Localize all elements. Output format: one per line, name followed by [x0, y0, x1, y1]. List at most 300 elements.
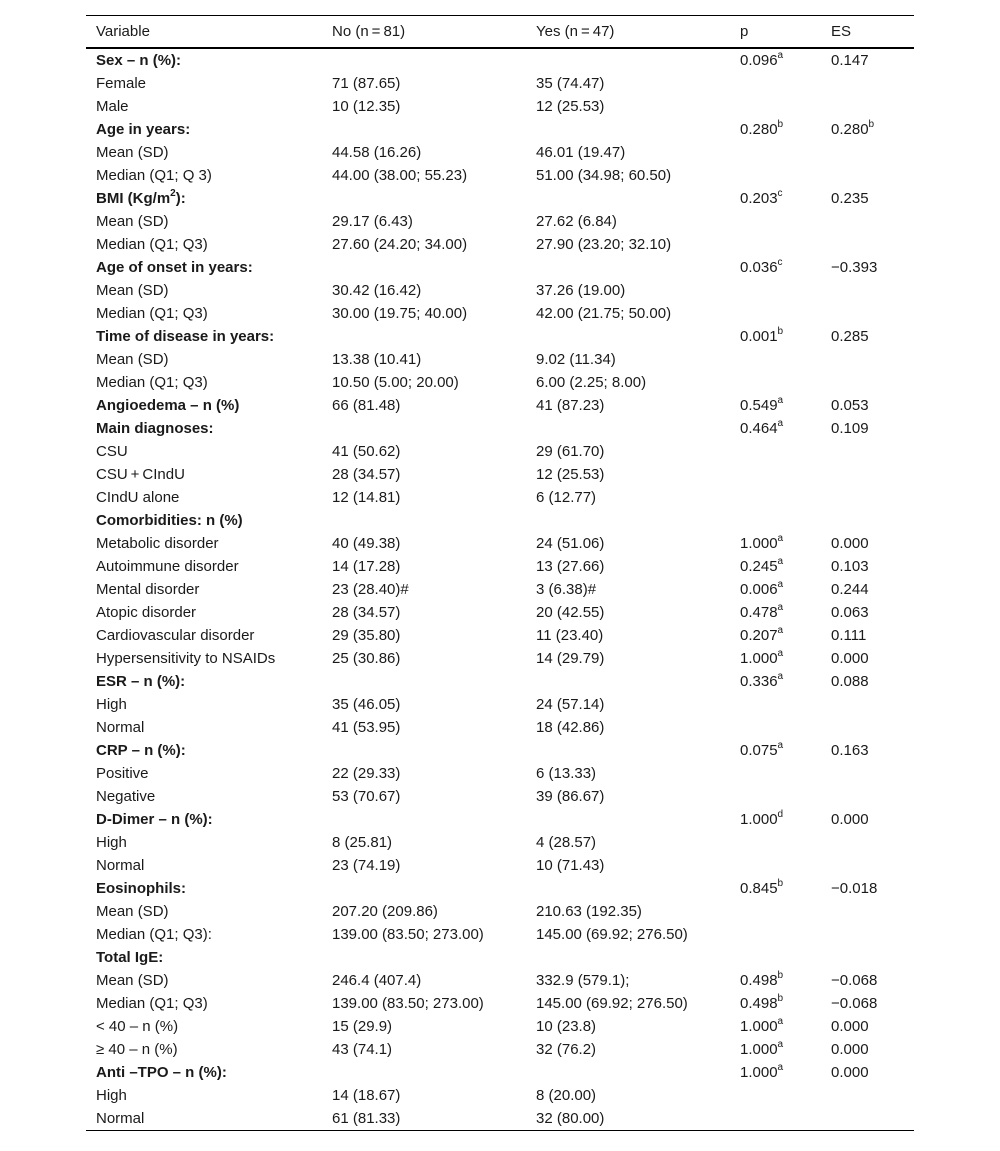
section-row [86, 670, 914, 693]
p-value-text: 0.498 [740, 994, 778, 1012]
no-group-value: 15 (29.9) [332, 1017, 393, 1035]
effect-size [821, 532, 914, 555]
p-value [730, 785, 821, 808]
table-row [86, 233, 914, 256]
p-value [730, 555, 821, 578]
yes-group-value [526, 187, 730, 210]
p-value-footnote-mark: b [777, 969, 784, 981]
no-group-value [322, 509, 526, 532]
section-row [86, 417, 914, 440]
variable-label [86, 969, 322, 992]
effect-size-text: −0.018 [831, 879, 878, 897]
p-value [730, 693, 821, 716]
p-value [730, 187, 821, 210]
variable-label [86, 624, 322, 647]
p-value-footnote-mark: a [777, 394, 784, 406]
label-text: Main diagnoses: [96, 419, 214, 437]
variable-label [86, 716, 322, 739]
effect-size [821, 325, 914, 348]
table-row [86, 486, 914, 509]
variable-label [86, 72, 322, 95]
variable-label [86, 279, 322, 302]
variable-label [86, 486, 322, 509]
section-label [86, 509, 322, 532]
section-row [86, 1061, 914, 1084]
p-value-text: 1.000 [740, 1017, 778, 1035]
p-value [730, 164, 821, 187]
variable-label [86, 95, 322, 118]
effect-size [821, 578, 914, 601]
p-value-text: 1.000 [740, 649, 778, 667]
yes-group-value: 41 (87.23) [536, 396, 605, 414]
yes-group-value: 46.01 (19.47) [536, 143, 626, 161]
section-row [86, 394, 914, 417]
yes-group-value: 10 (71.43) [536, 856, 605, 874]
effect-size [821, 279, 914, 302]
yes-group-value [526, 670, 730, 693]
p-value-text: 0.096 [740, 51, 778, 69]
effect-size [821, 302, 914, 325]
label-text: < 40 – n (%) [96, 1017, 179, 1035]
effect-size [821, 923, 914, 946]
effect-size [821, 555, 914, 578]
p-value [730, 1107, 821, 1131]
p-value-footnote-mark: a [777, 647, 784, 659]
label-text: CIndU alone [96, 488, 180, 506]
section-row [86, 877, 914, 900]
variable-label [86, 210, 322, 233]
p-value [730, 509, 821, 532]
no-group-value [322, 670, 526, 693]
table-row [86, 302, 914, 325]
p-value-footnote-mark: a [777, 624, 784, 636]
p-value [730, 601, 821, 624]
yes-group-value: 42.00 (21.75; 50.00) [536, 304, 672, 322]
variable-label [86, 785, 322, 808]
yes-group-value: 35 (74.47) [536, 74, 605, 92]
table-row [86, 785, 914, 808]
effect-size [821, 187, 914, 210]
yes-group-value: 27.90 (23.20; 32.10) [536, 235, 672, 253]
label-text: Angioedema – n (%) [96, 396, 240, 414]
yes-group-value: 145.00 (69.92; 276.50) [536, 925, 688, 943]
table-row [86, 210, 914, 233]
p-value-footnote-mark: a [777, 532, 784, 544]
p-value [730, 854, 821, 877]
yes-group-value: 14 (29.79) [536, 649, 605, 667]
p-value [730, 624, 821, 647]
yes-group-value: 51.00 (34.98; 60.50) [536, 166, 672, 184]
table-row [86, 348, 914, 371]
p-value [730, 348, 821, 371]
p-value [730, 486, 821, 509]
effect-size [821, 716, 914, 739]
effect-size [821, 900, 914, 923]
yes-group-value: 332.9 (579.1); [536, 971, 630, 989]
yes-group-value: 10 (23.8) [536, 1017, 597, 1035]
table-row [86, 532, 914, 555]
effect-size-text: 0.000 [831, 1063, 869, 1081]
label-text: Median (Q1; Q3) [96, 994, 208, 1012]
effect-size-text: 0.053 [831, 396, 869, 414]
effect-size [821, 877, 914, 900]
yes-group-value [526, 509, 730, 532]
yes-group-value: 9.02 (11.34) [536, 350, 616, 368]
p-value [730, 670, 821, 693]
label-text: CSU [96, 442, 128, 460]
no-group-value [322, 946, 526, 969]
label-text: Mean (SD) [96, 350, 169, 368]
section-label [86, 187, 322, 210]
p-value [730, 739, 821, 762]
effect-size-text: −0.068 [831, 994, 878, 1012]
section-row [86, 325, 914, 348]
no-group-value: 23 (74.19) [332, 856, 401, 874]
table-row [86, 95, 914, 118]
no-group-value: 10 (12.35) [332, 97, 401, 115]
label-text: Normal [96, 856, 145, 874]
p-value-text: 0.006 [740, 580, 778, 598]
table-header [86, 16, 914, 48]
section-label [86, 1061, 322, 1084]
no-group-value: 8 (25.81) [332, 833, 393, 851]
label-text: Comorbidities: n (%) [96, 511, 243, 529]
yes-group-value [526, 946, 730, 969]
yes-group-value [526, 325, 730, 348]
p-value [730, 578, 821, 601]
p-value [730, 992, 821, 1015]
p-value [730, 923, 821, 946]
effect-size [821, 693, 914, 716]
no-group-value: 29 (35.80) [332, 626, 401, 644]
variable-label [86, 164, 322, 187]
label-text: D-Dimer – n (%): [96, 810, 213, 828]
label-text: Mean (SD) [96, 281, 169, 299]
effect-size-text: 0.280 [831, 120, 869, 138]
yes-group-value [526, 808, 730, 831]
variable-label [86, 900, 322, 923]
no-group-value: 66 (81.48) [332, 396, 401, 414]
table-row [86, 279, 914, 302]
label-text: Sex – n (%): [96, 51, 182, 69]
effect-size-text: 0.000 [831, 534, 869, 552]
effect-size-text: 0.000 [831, 1040, 869, 1058]
label-text: Median (Q1; Q3): [96, 925, 212, 943]
effect-size [821, 72, 914, 95]
label-text: High [96, 695, 127, 713]
variable-label [86, 1107, 322, 1131]
label-text: Total IgE: [96, 948, 164, 966]
no-group-value: 44.58 (16.26) [332, 143, 422, 161]
label-text: Hypersensitivity to NSAIDs [96, 649, 276, 667]
no-group-value: 71 (87.65) [332, 74, 401, 92]
yes-group-value: 6.00 (2.25; 8.00) [536, 373, 647, 391]
header-p-value: p [730, 16, 821, 48]
section-label [86, 808, 322, 831]
table-row [86, 923, 914, 946]
table-row [86, 578, 914, 601]
table-row [86, 624, 914, 647]
p-value [730, 210, 821, 233]
section-label [86, 256, 322, 279]
yes-group-value [526, 256, 730, 279]
yes-group-value [526, 877, 730, 900]
effect-size [821, 1015, 914, 1038]
p-value-footnote-mark: b [777, 992, 784, 1004]
table-body [86, 48, 914, 1131]
yes-group-value: 210.63 (192.35) [536, 902, 642, 920]
effect-size [821, 854, 914, 877]
yes-group-value: 27.62 (6.84) [536, 212, 617, 230]
table-row [86, 440, 914, 463]
no-group-value: 28 (34.57) [332, 465, 401, 483]
yes-group-value: 32 (76.2) [536, 1040, 597, 1058]
p-value [730, 72, 821, 95]
table-row [86, 969, 914, 992]
variable-label [86, 923, 322, 946]
p-value [730, 48, 821, 72]
table-row [86, 371, 914, 394]
label-text: Age of onset in years: [96, 258, 253, 276]
table-row [86, 693, 914, 716]
yes-group-value: 29 (61.70) [536, 442, 605, 460]
label-text: Negative [96, 787, 156, 805]
effect-size [821, 969, 914, 992]
effect-size [821, 440, 914, 463]
effect-size-text: 0.147 [831, 51, 869, 69]
header-variable: Variable [86, 16, 322, 48]
effect-size-text: 0.000 [831, 810, 869, 828]
p-value [730, 716, 821, 739]
p-value [730, 256, 821, 279]
no-group-value: 29.17 (6.43) [332, 212, 413, 230]
effect-size [821, 348, 914, 371]
table-row [86, 1015, 914, 1038]
yes-group-value: 6 (13.33) [536, 764, 597, 782]
no-group-value: 28 (34.57) [332, 603, 401, 621]
yes-group-value [526, 739, 730, 762]
section-label [86, 739, 322, 762]
p-value-footnote-mark: b [777, 325, 784, 337]
label-text: ESR – n (%): [96, 672, 186, 690]
label-text: High [96, 833, 127, 851]
comparison-table [86, 15, 914, 1131]
no-group-value: 23 (28.40)# [332, 580, 409, 598]
section-row [86, 48, 914, 72]
label-text: Mean (SD) [96, 902, 169, 920]
effect-size-text: 0.103 [831, 557, 869, 575]
no-group-value: 14 (17.28) [332, 557, 401, 575]
no-group-value: 41 (53.95) [332, 718, 401, 736]
label-text: Normal [96, 1109, 145, 1127]
effect-size [821, 118, 914, 141]
p-value [730, 969, 821, 992]
label-text: Positive [96, 764, 149, 782]
effect-size [821, 1084, 914, 1107]
table-row [86, 647, 914, 670]
effect-size-text: 0.000 [831, 649, 869, 667]
p-value [730, 417, 821, 440]
table-row [86, 1084, 914, 1107]
no-group-value: 27.60 (24.20; 34.00) [332, 235, 468, 253]
p-value [730, 647, 821, 670]
effect-size [821, 48, 914, 72]
label-text: Anti –TPO – n (%): [96, 1063, 227, 1081]
p-value [730, 302, 821, 325]
table-row [86, 900, 914, 923]
no-group-value: 246.4 (407.4) [332, 971, 422, 989]
effect-size [821, 1061, 914, 1084]
section-label [86, 118, 322, 141]
effect-size [821, 95, 914, 118]
no-group-value [322, 1061, 526, 1084]
effect-size-footnote-mark: b [868, 118, 875, 130]
p-value [730, 371, 821, 394]
p-value-text: 0.001 [740, 327, 778, 345]
label-text: Autoimmune disorder [96, 557, 239, 575]
table-row [86, 555, 914, 578]
no-group-value: 40 (49.38) [332, 534, 401, 552]
label-text: Mean (SD) [96, 212, 169, 230]
no-group-value: 22 (29.33) [332, 764, 401, 782]
yes-group-value: 8 (20.00) [536, 1086, 597, 1104]
effect-size [821, 601, 914, 624]
effect-size [821, 831, 914, 854]
yes-group-value [526, 1061, 730, 1084]
variable-label [86, 233, 322, 256]
variable-label [86, 647, 322, 670]
p-value-footnote-mark: a [777, 670, 784, 682]
label-text: Mental disorder [96, 580, 200, 598]
label-text: Atopic disorder [96, 603, 197, 621]
label-superscript: 2 [170, 187, 176, 199]
effect-size-text: 0.000 [831, 1017, 869, 1035]
p-value-text: 0.549 [740, 396, 778, 414]
yes-group-value [526, 118, 730, 141]
no-group-value [322, 739, 526, 762]
effect-size [821, 233, 914, 256]
effect-size [821, 762, 914, 785]
effect-size-text: 0.244 [831, 580, 869, 598]
yes-group-value [526, 48, 730, 72]
variable-label [86, 1084, 322, 1107]
p-value-text: 0.245 [740, 557, 778, 575]
no-group-value: 13.38 (10.41) [332, 350, 422, 368]
table-row [86, 716, 914, 739]
p-value-footnote-mark: b [777, 877, 784, 889]
p-value-footnote-mark: a [777, 1015, 784, 1027]
p-value [730, 1015, 821, 1038]
variable-label [86, 693, 322, 716]
label-text: BMI (Kg/m [96, 189, 171, 207]
no-group-value [322, 187, 526, 210]
p-value [730, 118, 821, 141]
table-row [86, 831, 914, 854]
label-text: Metabolic disorder [96, 534, 219, 552]
label-text: Time of disease in years: [96, 327, 275, 345]
p-value [730, 463, 821, 486]
p-value [730, 440, 821, 463]
effect-size [821, 785, 914, 808]
table-row [86, 164, 914, 187]
no-group-value: 30.42 (16.42) [332, 281, 422, 299]
p-value-footnote-mark: a [777, 739, 784, 751]
variable-label [86, 371, 322, 394]
p-value [730, 831, 821, 854]
section-row [86, 118, 914, 141]
no-group-value: 61 (81.33) [322, 1107, 526, 1131]
p-value-text: 0.478 [740, 603, 778, 621]
p-value-footnote-mark: d [777, 808, 784, 820]
table-row [86, 992, 914, 1015]
effect-size-text: 0.163 [831, 741, 869, 759]
section-label [86, 946, 322, 969]
no-group-value [322, 417, 526, 440]
p-value [730, 394, 821, 417]
no-group-value: 207.20 (209.86) [332, 902, 438, 920]
effect-size [821, 992, 914, 1015]
no-group-value: 10.50 (5.00; 20.00) [332, 373, 459, 391]
p-value [730, 279, 821, 302]
variable-label [86, 578, 322, 601]
yes-group-value [526, 417, 730, 440]
effect-size-text: −0.393 [831, 258, 878, 276]
table-row [86, 463, 914, 486]
label-text: Median (Q1; Q3) [96, 373, 208, 391]
section-row [86, 946, 914, 969]
p-value-text: 1.000 [740, 810, 778, 828]
effect-size [821, 164, 914, 187]
label-tail: ): [175, 189, 186, 207]
p-value-footnote-mark: a [777, 49, 784, 61]
effect-size-text: 0.111 [831, 626, 867, 644]
table-row [86, 762, 914, 785]
p-value-text: 1.000 [740, 1063, 778, 1081]
effect-size [821, 670, 914, 693]
effect-size-text: 0.088 [831, 672, 869, 690]
p-value [730, 532, 821, 555]
label-text: Median (Q1; Q 3) [96, 166, 212, 184]
label-text: High [96, 1086, 127, 1104]
p-value-footnote-mark: a [777, 555, 784, 567]
header-effect-size: ES [821, 16, 914, 48]
p-value-footnote-mark: a [777, 601, 784, 613]
effect-size [821, 647, 914, 670]
label-text: Age in years: [96, 120, 191, 138]
effect-size [821, 256, 914, 279]
section-label [86, 325, 322, 348]
p-value [730, 95, 821, 118]
no-group-value: 139.00 (83.50; 273.00) [332, 925, 484, 943]
no-group-value [322, 256, 526, 279]
header-row [86, 16, 914, 48]
variable-label [86, 348, 322, 371]
header-yes-group: Yes (n = 47) [526, 16, 730, 48]
p-value-footnote-mark: b [777, 118, 784, 130]
p-value-footnote-mark: a [777, 1038, 784, 1050]
effect-size-text: −0.068 [831, 971, 878, 989]
variable-label [86, 1038, 322, 1061]
variable-label [86, 555, 322, 578]
label-text: Median (Q1; Q3) [96, 235, 208, 253]
p-value [730, 1061, 821, 1084]
section-label [86, 877, 322, 900]
p-value-text: 0.280 [740, 120, 778, 138]
label-text: ≥ 40 – n (%) [96, 1040, 178, 1058]
section-row [86, 808, 914, 831]
p-value-text: 0.203 [740, 189, 778, 207]
p-value [730, 762, 821, 785]
